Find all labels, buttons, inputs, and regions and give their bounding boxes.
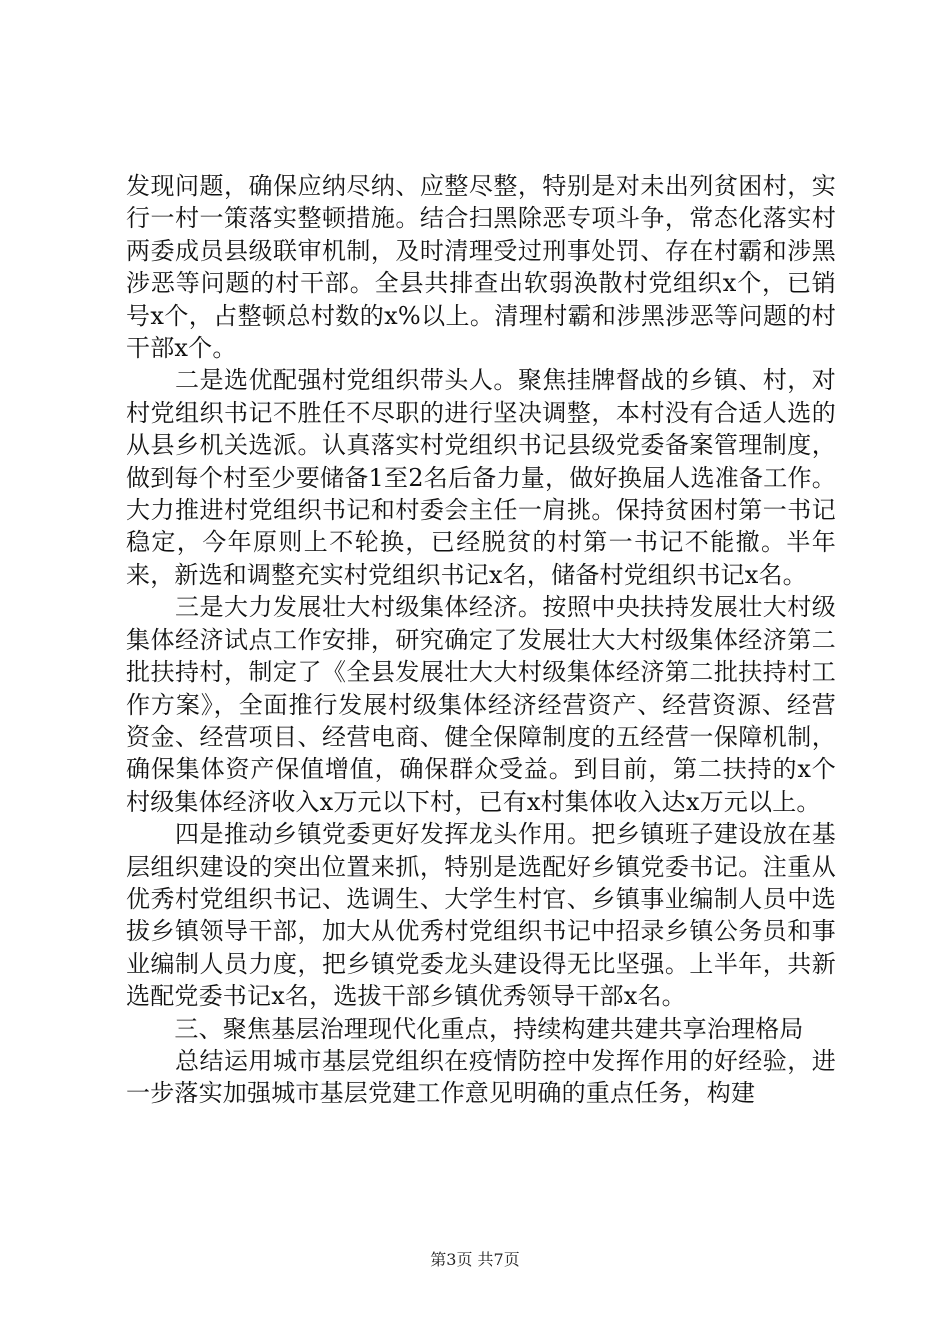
document-body — [126, 170, 836, 1110]
paragraph-1: 发现问题，确保应纳尽纳、应整尽整，特别是对未出列贫困村，实行一村一策落实整顿措施。结合扫黑除恶专项斗争，常态化落实村两委成员县级联审机制，及时清理受过刑事处罚、存在村霸和涉黑涉恶等问题的村干部。全县共排查出软弱涣散村党组织x个，已销号x个，占整顿总村数的x%以上。清理村霸和涉黑涉恶等问题的村干部x个。 — [126, 172, 836, 363]
paragraph-3: 三是大力发展壮大村级集体经济。按照中央扶持发展壮大村级集体经济试点工作安排，研究确定了发展壮大大村级集体经济第二批扶持村，制定了《全县发展壮大大村级集体经济第二批扶持村工作方案》，全面推行发展村级集体经济经营资产、经营资源、经营资金、经营项目、经营电商、健全保障制度的五经营一保障机制，确保集体资产保值增值，确保群众受益。到目前，第二扶持的x个村级集体经济收入x万元以下村，已有x村集体收入达x万元以上。 — [126, 593, 836, 816]
section-heading: 三、聚焦基层治理现代化重点，持续构建共建共享治理格局 — [126, 1014, 804, 1043]
page-footer: 第3页 共7页 — [430, 1250, 520, 1269]
paragraph-2: 二是选优配强村党组织带头人。聚焦挂牌督战的乡镇、村，对村党组织书记不胜任不尽职的进行坚决调整，本村没有合适人选的从县乡机关选派。认真落实村党组织书记县级党委备案管理制度，做到每个村至少要储备1至2名后备力量，做好换届人选准备工作。大力推进村党组织书记和村委会主任一肩挑。保持贫困村第一书记稳定，今年原则上不轮换，已经脱贫的村第一书记不能撤。半年来，新选和调整充实村党组织书记x名，储备村党组织书记x名。 — [126, 366, 836, 589]
paragraph-5: 总结运用城市基层党组织在疫情防控中发挥作用的好经验，进一步落实加强城市基层党建工作意见明确的重点任务，构建 — [126, 1046, 836, 1108]
paragraph-4: 四是推动乡镇党委更好发挥龙头作用。把乡镇班子建设放在基层组织建设的突出位置来抓，特别是选配好乡镇党委书记。注重从优秀村党组织书记、选调生、大学生村官、乡镇事业编制人员中选拔乡镇领导干部，加大从优秀村党组织书记中招录乡镇公务员和事业编制人员力度，把乡镇党委龙头建设得无比坚强。上半年，共新选配党委书记x名，选拔干部乡镇优秀领导干部x名。 — [126, 820, 836, 1011]
